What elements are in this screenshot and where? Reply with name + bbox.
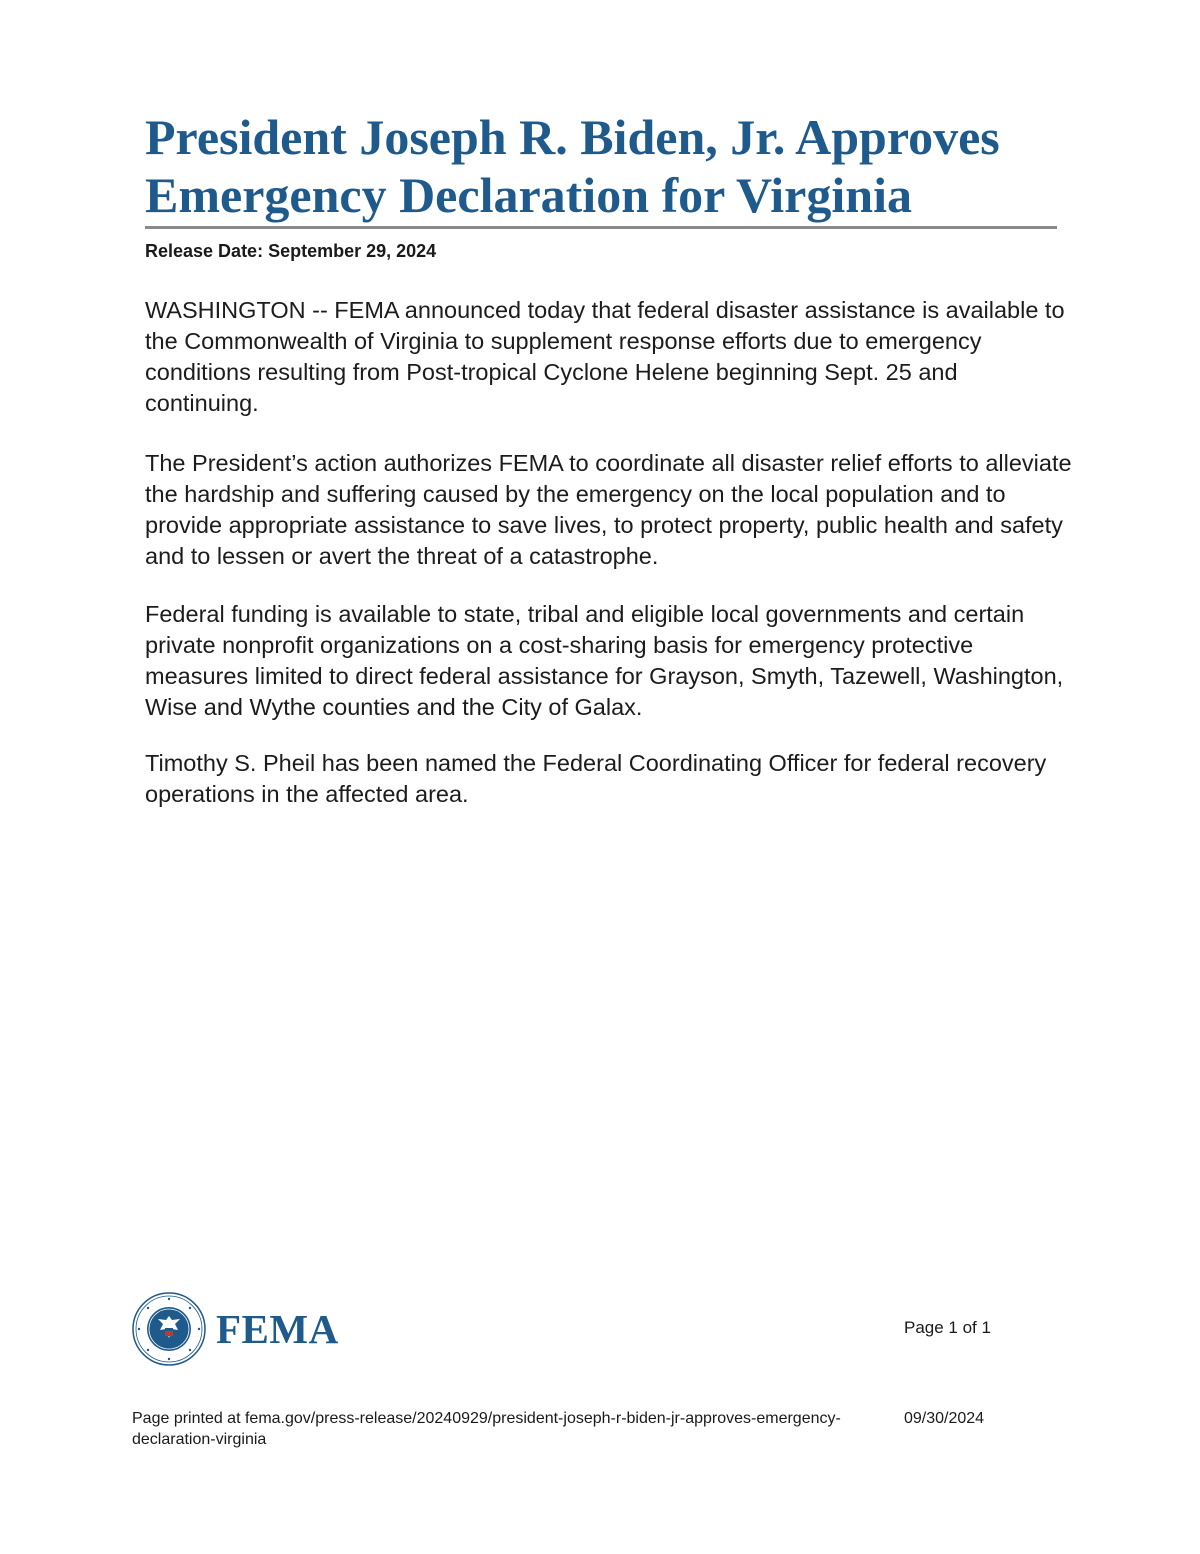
fema-wordmark: FEMA bbox=[216, 1306, 339, 1352]
page-number: Page 1 of 1 bbox=[904, 1318, 991, 1337]
printed-date: 09/30/2024 bbox=[904, 1410, 985, 1427]
fema-logo bbox=[132, 1292, 339, 1366]
dhs-seal-icon bbox=[132, 1292, 206, 1366]
title-divider bbox=[145, 226, 1057, 229]
paragraph-2: The President’s action authorizes FEMA to coordinate all disaster relief efforts to alleviate the hardship and suffering caused by the emergency on the local population and to provide appropriate assistance to save lives, to protect property, public health and safety and to lessen or avert the threat of a catastrophe. bbox=[145, 450, 1072, 569]
paragraph-1: WASHINGTON -- FEMA announced today that federal disaster assistance is available to the Commonwealth of Virginia to supplement response efforts due to emergency conditions resulting from Post-tropical Cyclone Helene beginning Sept. 25 and continuing. bbox=[145, 297, 1065, 416]
printed-url: Page printed at fema.gov/press-release/20240929/president-joseph-r-biden-jr-approves-emergency-declaration-virginia bbox=[132, 1410, 841, 1448]
page-title: President Joseph R. Biden, Jr. Approves Emergency Declaration for Virginia bbox=[145, 109, 1000, 223]
paragraph-4: Timothy S. Pheil has been named the Federal Coordinating Officer for federal recovery operations in the affected area. bbox=[145, 750, 1047, 807]
paragraph-3: Federal funding is available to state, tribal and eligible local governments and certain private nonprofit organizations on a cost-sharing basis for emergency protective measures limited to direct federal assistance for Grayson, Smyth, Tazewell, Washington, Wise and Wythe counties and the City of Galax. bbox=[145, 601, 1064, 720]
release-date: Release Date: September 29, 2024 bbox=[145, 241, 437, 261]
